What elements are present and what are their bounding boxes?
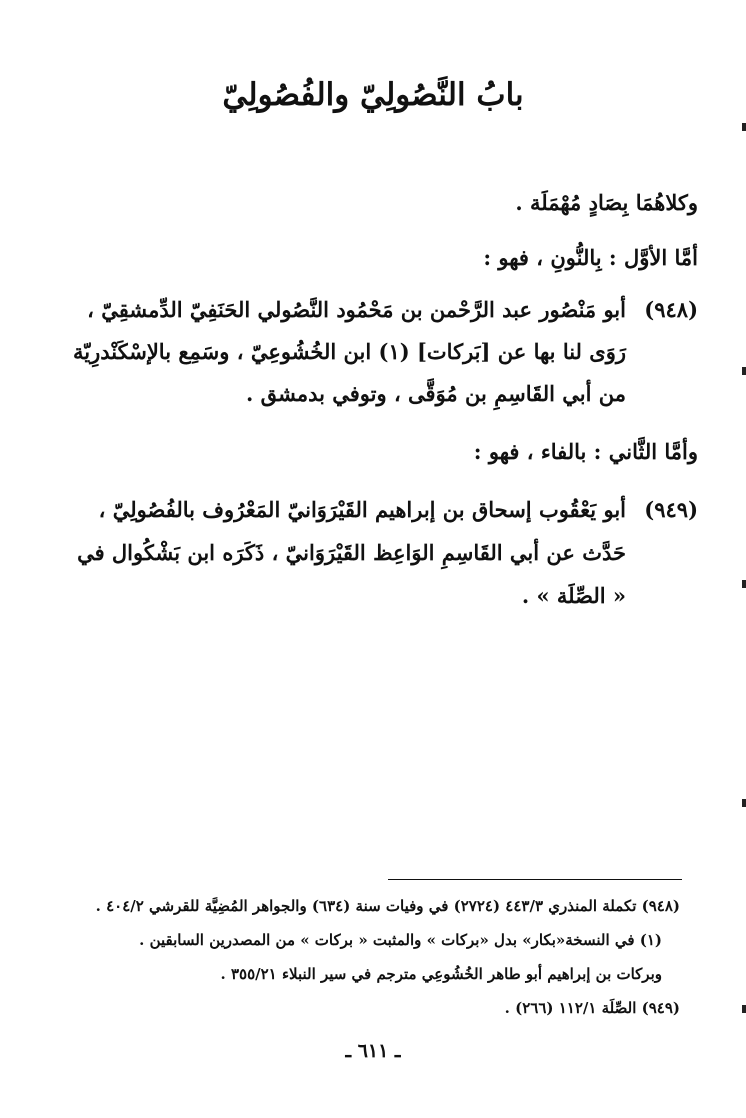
scan-edge-mark	[742, 367, 746, 375]
scan-edge-mark	[742, 799, 746, 807]
intro-text: وكلاهُمَا بِصَادٍ مُهْمَلَة .	[515, 190, 698, 215]
entry-line: « الصِّلَة » .	[521, 583, 626, 608]
entry-number: (٩٤٩)	[644, 497, 698, 522]
second-heading: وأمَّا الثَّاني : بالفاء ، فهو :	[473, 439, 698, 464]
footnote: (٩٤٨) تكملة المنذري ٤٤٣/٣ (٢٧٢٤) في وفيات سنة (٦٣٤) والجواهر المُضِيَّة للقرشي ٤٠٤/٢ .	[95, 897, 680, 915]
entry-number: (٩٤٨)	[644, 297, 698, 322]
entry-line: حَدَّث عن أبي القَاسِمِ الوَاعِظ القَيْرَوَانيّ ، ذَكَرَه ابن بَشْكُوال في	[77, 540, 626, 565]
footnote: (١) في النسخة«بكار» بدل «بركات » والمثبت « بركات » من المصدرين السابقين .	[139, 931, 662, 949]
page-number: ـ ٦١١ ـ	[345, 1040, 401, 1062]
footnote: وبركات بن إبراهيم أبو طاهر الخُشُوعِي مترجم في سير النبلاء ٣٥٥/٢١ .	[220, 965, 662, 983]
scan-edge-mark	[742, 1005, 746, 1013]
entry-line: من أبي القَاسِمِ بن مُوَقَّى ، وتوفي بدمشق .	[245, 381, 626, 406]
scan-edge-mark	[742, 123, 746, 131]
entry-line: أبو مَنْصُور عبد الرَّحْمن بن مَحْمُود النَّصُولي الحَنَفِيّ الدِّمشقِيّ ،	[87, 297, 626, 322]
scan-edge-mark	[742, 580, 746, 588]
footnote-divider	[388, 879, 682, 880]
intro-text: أمَّا الأوَّل : بِالنُّونِ ، فهو :	[483, 245, 698, 270]
entry-line: أبو يَعْقُوب إسحاق بن إبراهيم القَيْرَوَانيّ المَعْرُوف بالفُصُولِيّ ،	[98, 497, 626, 522]
entry-949	[58, 490, 698, 630]
entry-948	[58, 290, 698, 430]
chapter-title: بابُ النَّصُولِيّ والفُصُولِيّ	[222, 77, 524, 113]
footnote: (٩٤٩) الصِّلَة ١١٢/١ (٢٦٦) .	[504, 999, 680, 1017]
entry-line: رَوَى لنا بها عن [بَركات] (١) ابن الخُشُوعِيّ ، وسَمِع بالإسْكَنْدرِيّة	[73, 339, 626, 364]
